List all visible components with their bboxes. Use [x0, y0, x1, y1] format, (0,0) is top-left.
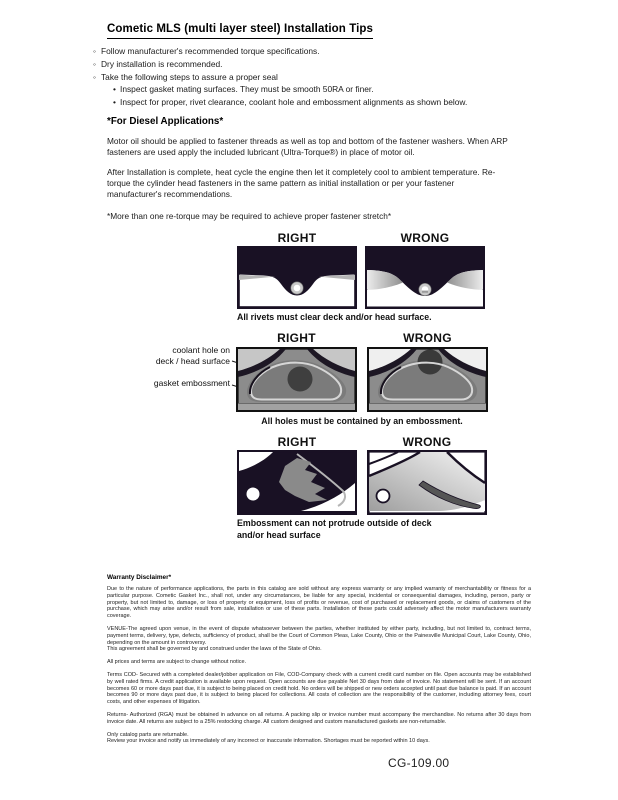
figure1-caption: All rivets must clear deck and/or head surface.	[237, 312, 432, 322]
tip-text: Dry installation is recommended.	[101, 58, 223, 69]
list-item	[93, 58, 573, 71]
figure3-caption: Embossment can not protrude outside of deck and/or head surface	[237, 518, 432, 540]
diesel-paragraph: Motor oil should be applied to fastener threads as well as top and bottom of the fastener washers. When ARP fasteners are used apply the included lubricant (Ultra-Torque®) in place of motor oil.	[107, 136, 508, 157]
figure3-wrong-label: WRONG	[402, 435, 452, 449]
bolt-hole-icon	[377, 490, 390, 503]
warranty-paragraph: Returns- Authorized (RGA) must be obtained in advance on all returns. A packing slip or invoice number must accompany the merchandise. No returns after 30 days from invoice date. All returns are subject to a 25% restocking charge. All custom designed and custom manufactured gaskets are non-returnable.	[107, 711, 531, 725]
retorque-note: *More than one re-torque may be required to achieve proper fastener stretch*	[107, 211, 392, 221]
installation-tips-list	[93, 45, 573, 108]
list-item	[113, 83, 573, 95]
figure-rivet-wrong	[365, 246, 485, 309]
warranty-text	[107, 586, 531, 745]
figure2-caption: All holes must be contained by an embossment.	[261, 416, 463, 426]
bullet-icon: ◦	[93, 46, 96, 56]
figure-rivet-right	[237, 246, 357, 309]
page-number: CG-109.00	[388, 756, 450, 770]
tip-text: Inspect for proper, rivet clearance, coolant hole and embossment alignments as shown below.	[120, 96, 468, 107]
sub-bullet-icon: •	[113, 96, 116, 107]
figure2-wrong-label: WRONG	[403, 331, 452, 345]
bolt-hole-icon	[247, 488, 260, 501]
figure-protrusion-right	[237, 450, 357, 515]
coolant-hole-icon	[288, 367, 313, 392]
callout-gasket-embossment: gasket embossment	[153, 378, 230, 388]
bullet-icon: ◦	[93, 58, 96, 69]
diesel-paragraph: After Installation is complete, heat cycle the engine then let it completely cool to ambient temperature. Re-torque the cylinder head fasteners in the same pattern as initial installation or per your fastener manufacturer's recommendations.	[107, 167, 496, 199]
tip-text: Take the following steps to assure a proper seal	[101, 71, 278, 82]
warranty-heading: Warranty Disclaimer*	[107, 574, 172, 581]
warranty-paragraph: Terms COD- Secured with a completed dealer/jobber application on File, COD-Company check with a current credit card number on file. Open accounts may be established by well rated firms. A credit application is available upon request. Open accounts are due payable Net 30 days from date of invoice. No statement will be sent. If an account becomes 60 or more days past due, it is subject to being placed on credit hold. No orders will be shipped or new orders accepted until past due balance is paid. If an account becomes 90 or more days past due, it is subject to being placed for collections. All costs of collection are the responsibility of the customer, including attorney fees, court costs, and other expenses of litigation.	[107, 671, 531, 706]
warranty-paragraph: Only catalog parts are returnable.	[107, 731, 189, 738]
figure-embossment-right	[236, 347, 357, 412]
warranty-paragraph: VENUE-The agreed upon venue, in the event of dispute whatsoever between the parties, whether instituted by either party, including, but not limited to, contract terms, payment terms, delivery, type, defects, sufficiency of product, shall be the Court of Common Pleas, Lake County, Ohio or the Painesville Municipal Court, Lake County, Ohio, depending on the amount in controversy.	[107, 625, 531, 646]
bullet-icon: ◦	[93, 71, 96, 82]
list-item	[93, 45, 573, 58]
diesel-heading: *For Diesel Applications*	[107, 116, 224, 127]
figure2-right-label: RIGHT	[277, 331, 316, 345]
tip-text: Inspect gasket mating surfaces. They must be smooth 50RA or finer.	[120, 84, 374, 95]
warranty-paragraph: All prices and terms are subject to change without notice.	[107, 659, 247, 666]
page-title: Cometic MLS (multi layer steel) Installation Tips	[107, 23, 373, 39]
tip-text: Follow manufacturer's recommended torque specifications.	[101, 46, 320, 56]
warranty-paragraph: Review your invoice and notify us immediately of any incorrect or inaccurate information. Shortages must be reported within 10 days.	[107, 738, 430, 745]
figure-embossment-wrong	[367, 347, 488, 412]
figure3-right-label: RIGHT	[277, 435, 317, 449]
list-item	[93, 71, 573, 84]
warranty-paragraph: This agreement shall be governed by and construed under the laws of the State of Ohio.	[107, 646, 322, 653]
figure1-right-label: RIGHT	[277, 231, 317, 245]
warranty-paragraph: Due to the nature of performance applications, the parts in this catalog are sold without any express warranty or any implied warranty of merchantability or fitness for a particular purpose. Cometic Gasket Inc., shall not, under any circumstances, be liable for any special, incidental or consequential damages, including, person, party or property, but not limited to, damage, or loss of property or equipment, loss of profits or revenue, cost of purchased or replacement goods, or claims of customers of the purchase, which may arise and/or result from sale, installation or use of these parts. Installation of these parts could adversely affect the motor manufacturers warranty coverage.	[107, 586, 531, 620]
sub-bullet-icon: •	[113, 84, 116, 95]
figure-protrusion-wrong	[367, 450, 487, 515]
callout-coolant-hole: coolant hole on deck / head surface	[155, 345, 230, 366]
diesel-section	[107, 116, 511, 231]
list-item	[113, 96, 573, 108]
figure1-wrong-label: WRONG	[400, 231, 450, 245]
